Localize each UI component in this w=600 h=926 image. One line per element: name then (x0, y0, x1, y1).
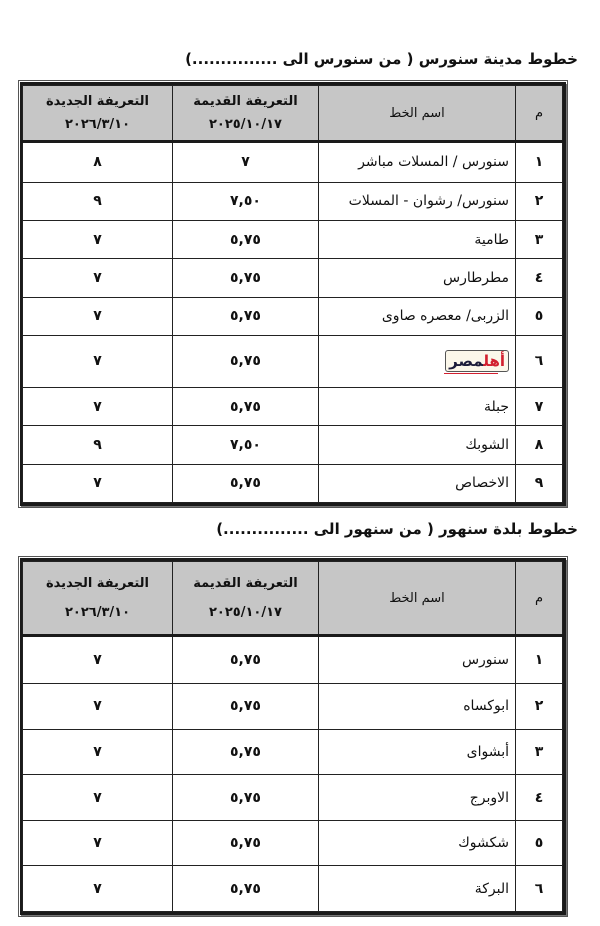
row-number: ٦ (516, 866, 563, 912)
tariff-table-sanhour (20, 558, 566, 915)
row-line-name: البركة (319, 866, 516, 912)
new-tariff-label: التعريفة الجديدة (46, 94, 149, 109)
row-new-tariff: ٧ (23, 775, 173, 821)
table-row (23, 335, 563, 387)
new-tariff-date: ٢٠٢٦/٣/١٠ (64, 605, 131, 620)
row-number: ٣ (516, 220, 563, 258)
row-line-name: طامية (319, 220, 516, 258)
row-new-tariff: ٧ (23, 820, 173, 866)
row-line-name: سنورس / المسلات مباشر (319, 142, 516, 183)
table-row (23, 259, 563, 297)
row-old-tariff: ٧,٥٠ (173, 426, 319, 464)
row-new-tariff: ٧ (23, 636, 173, 684)
header-number: م (516, 562, 563, 636)
table-row (23, 297, 563, 335)
row-number: ٢ (516, 182, 563, 220)
table-row (23, 820, 563, 866)
row-new-tariff: ٧ (23, 684, 173, 730)
row-line-name: الشوبك (319, 426, 516, 464)
table-row (23, 182, 563, 220)
old-tariff-date: ٢٠٢٥/١٠/١٧ (209, 605, 282, 620)
row-number: ٤ (516, 259, 563, 297)
table-row (23, 464, 563, 502)
row-new-tariff: ٩ (23, 426, 173, 464)
row-line-name: مطرطارس (319, 259, 516, 297)
new-tariff-label: التعريفة الجديدة (46, 576, 149, 591)
tariff-table-sinnuris (20, 82, 566, 506)
header-new-tariff (23, 86, 173, 142)
row-number: ٢ (516, 684, 563, 730)
old-tariff-date: ٢٠٢٥/١٠/١٧ (209, 117, 282, 132)
row-number: ٦ (516, 335, 563, 387)
row-old-tariff: ٥,٧٥ (173, 259, 319, 297)
row-number: ١ (516, 142, 563, 183)
header-line-name: اسم الخط (319, 562, 516, 636)
table-row (23, 220, 563, 258)
row-number: ٨ (516, 426, 563, 464)
row-number: ٧ (516, 387, 563, 425)
row-number: ٥ (516, 297, 563, 335)
row-new-tariff: ٧ (23, 335, 173, 387)
header-old-tariff (173, 86, 319, 142)
row-old-tariff: ٧,٥٠ (173, 182, 319, 220)
table-row (23, 684, 563, 730)
table-row (23, 775, 563, 821)
row-old-tariff: ٥,٧٥ (173, 387, 319, 425)
row-number: ٤ (516, 775, 563, 821)
row-old-tariff: ٥,٧٥ (173, 220, 319, 258)
row-number: ٥ (516, 820, 563, 866)
row-new-tariff: ٧ (23, 220, 173, 258)
header-new-tariff (23, 562, 173, 636)
section-title-sanhour: خطوط بلدة سنهور ( من سنهور الى ...............) (216, 520, 578, 538)
row-line-name: شكشوك (319, 820, 516, 866)
row-new-tariff: ٩ (23, 182, 173, 220)
row-line-name: سنورس/ رشوان - المسلات (319, 182, 516, 220)
table-row (23, 142, 563, 183)
row-new-tariff: ٨ (23, 142, 173, 183)
row-old-tariff: ٥,٧٥ (173, 866, 319, 912)
row-line-name: سنورس (319, 636, 516, 684)
row-old-tariff: ٥,٧٥ (173, 636, 319, 684)
section-title-sinnuris: خطوط مدينة سنورس ( من سنورس الى ...............) (185, 50, 578, 68)
row-number: ١ (516, 636, 563, 684)
row-new-tariff: ٧ (23, 464, 173, 502)
row-line-name: الاوبرج (319, 775, 516, 821)
row-old-tariff: ٥,٧٥ (173, 297, 319, 335)
row-old-tariff: ٥,٧٥ (173, 335, 319, 387)
row-line-name: الاخصاص (319, 464, 516, 502)
row-line-name-watermark (319, 335, 516, 387)
row-line-name: ابوكساه (319, 684, 516, 730)
row-new-tariff: ٧ (23, 866, 173, 912)
row-old-tariff: ٥,٧٥ (173, 684, 319, 730)
row-old-tariff: ٥,٧٥ (173, 729, 319, 775)
row-line-name: جبلة (319, 387, 516, 425)
row-old-tariff: ٥,٧٥ (173, 775, 319, 821)
header-old-tariff (173, 562, 319, 636)
row-number: ٩ (516, 464, 563, 502)
table-row (23, 387, 563, 425)
new-tariff-date: ٢٠٢٦/٣/١٠ (64, 117, 131, 132)
watermark-logo: أهلمصر (445, 350, 509, 372)
row-new-tariff: ٧ (23, 729, 173, 775)
table-row (23, 426, 563, 464)
row-new-tariff: ٧ (23, 259, 173, 297)
row-new-tariff: ٧ (23, 297, 173, 335)
header-line-name: اسم الخط (319, 86, 516, 142)
table-row (23, 636, 563, 684)
old-tariff-label: التعريفة القديمة (193, 94, 298, 109)
table-row (23, 866, 563, 912)
row-old-tariff: ٥,٧٥ (173, 464, 319, 502)
row-old-tariff: ٥,٧٥ (173, 820, 319, 866)
row-line-name: أبشواى (319, 729, 516, 775)
row-line-name: الزربى/ معصره صاوى (319, 297, 516, 335)
row-number: ٣ (516, 729, 563, 775)
row-old-tariff: ٧ (173, 142, 319, 183)
row-new-tariff: ٧ (23, 387, 173, 425)
table-row (23, 729, 563, 775)
header-number: م (516, 86, 563, 142)
old-tariff-label: التعريفة القديمة (193, 576, 298, 591)
